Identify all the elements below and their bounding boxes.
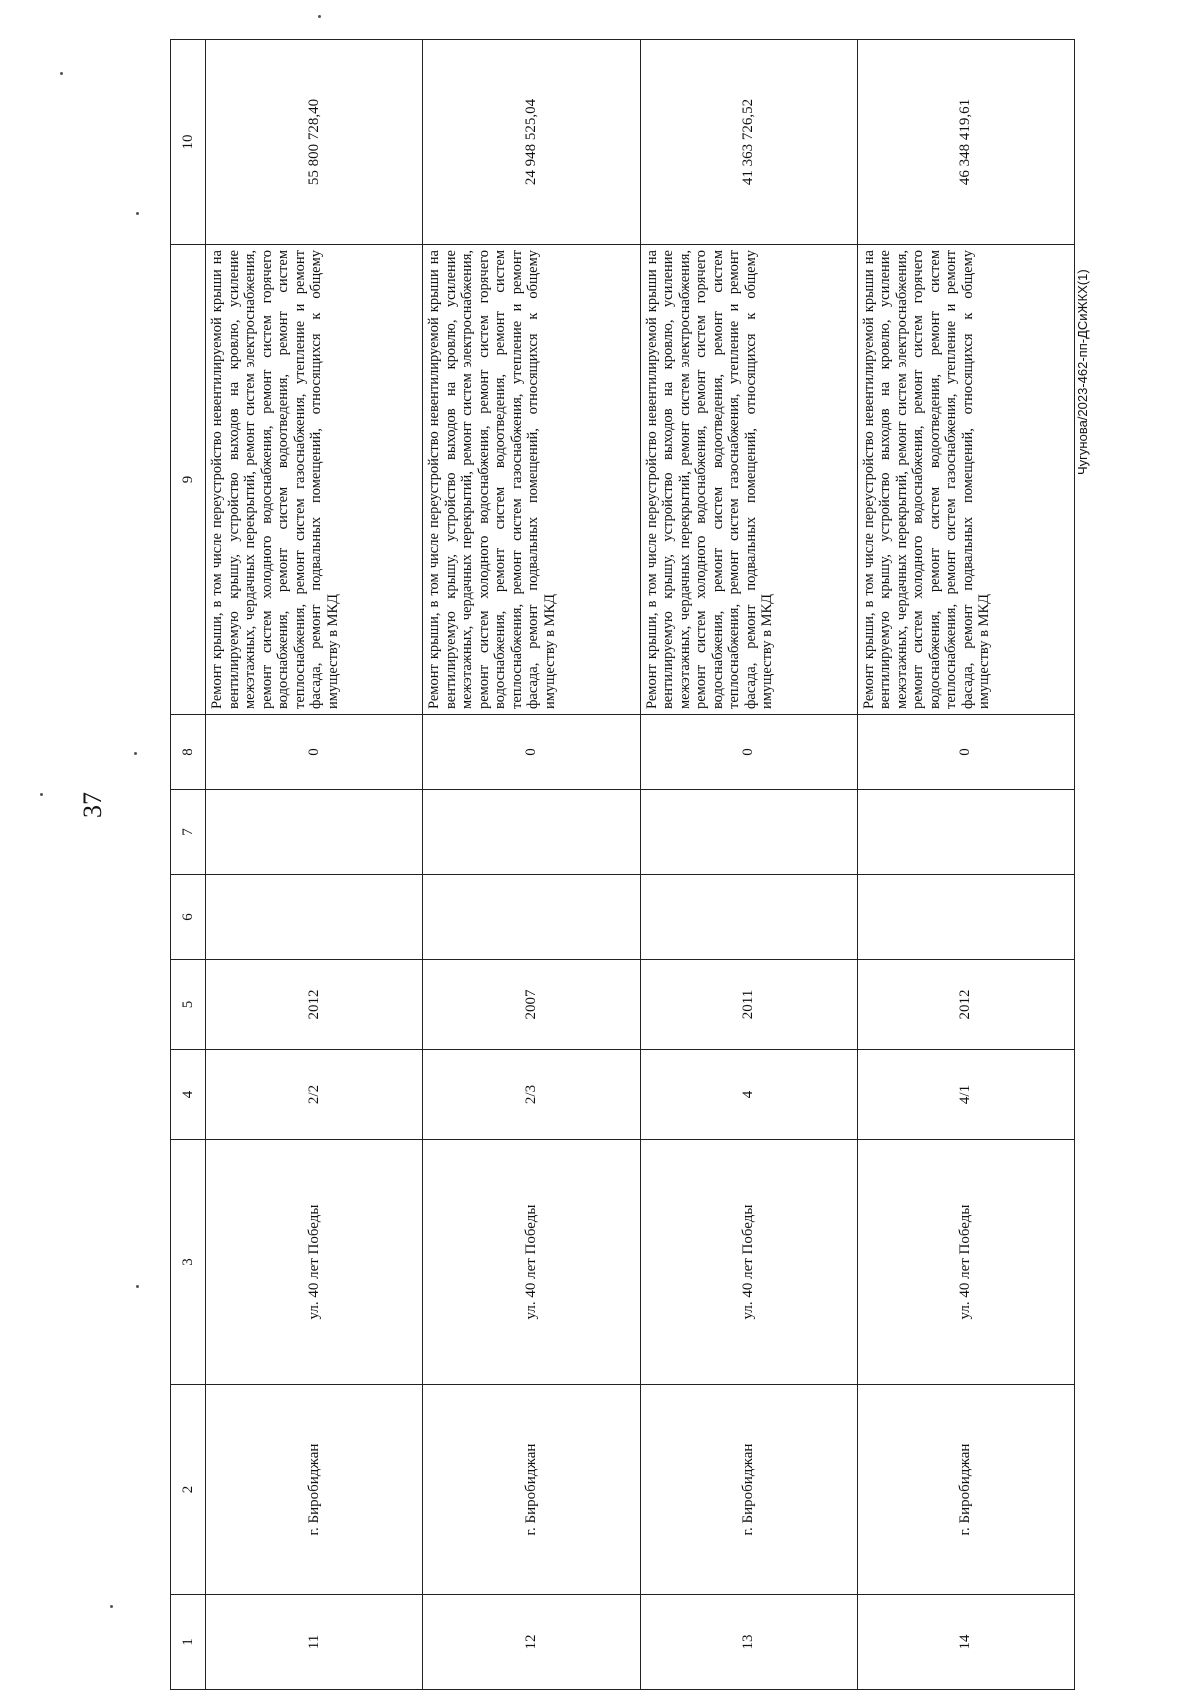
column-8-cell: 0 bbox=[640, 715, 857, 790]
street-cell: ул. 40 лет Победы bbox=[640, 1140, 857, 1385]
column-8-cell: 0 bbox=[423, 715, 640, 790]
column-8-cell: 0 bbox=[857, 715, 1074, 790]
column-7-cell bbox=[423, 790, 640, 875]
scan-speck bbox=[318, 15, 321, 18]
header-cell: 9 bbox=[171, 245, 206, 715]
column-6-cell bbox=[206, 875, 423, 960]
header-cell: 5 bbox=[171, 960, 206, 1050]
header-cell: 1 bbox=[171, 1595, 206, 1690]
header-cell: 6 bbox=[171, 875, 206, 960]
document-code: Чугунова/2023-462-пп-ДСиЖКХ(1) bbox=[1075, 269, 1090, 475]
house-cell: 2/3 bbox=[423, 1050, 640, 1140]
works-description-cell: Ремонт крыши, в том числе переустройство невентилируемой крыши на вентилируемую крышу, устройство выходов на кровлю, усиление межэтажных, чердачных перекрытий, ремонт систем электроснабжения, ремонт систем холодного водоснабжения, ремонт систем горячего водоснабжения, ремонт систем водоотведения, ремонт систем теплоснабжения, ремонт систем газоснабжения, утепление и ремонт фасада, ремонт подвальных помещений, относящихся к общему имуществу в МКД bbox=[423, 245, 640, 715]
city-cell: г. Биробиджан bbox=[857, 1385, 1074, 1595]
scan-speck bbox=[134, 752, 137, 755]
scan-speck bbox=[136, 1285, 139, 1288]
year-cell: 2007 bbox=[423, 960, 640, 1050]
works-description-cell: Ремонт крыши, в том числе переустройство невентилируемой крыши на вентилируемую крышу, устройство выходов на кровлю, усиление межэтажных, чердачных перекрытий, ремонт систем электроснабжения, ремонт систем холодного водоснабжения, ремонт систем горячего водоснабжения, ремонт систем водоотведения, ремонт систем теплоснабжения, ремонт систем газоснабжения, утепление и ремонт фасада, ремонт подвальных помещений, относящихся к общему имуществу в МКД bbox=[206, 245, 423, 715]
header-row bbox=[171, 40, 206, 1690]
house-cell: 4 bbox=[640, 1050, 857, 1140]
row-number: 14 bbox=[857, 1595, 1074, 1690]
page-number: 37 bbox=[78, 792, 107, 818]
year-cell: 2012 bbox=[857, 960, 1074, 1050]
scan-speck bbox=[60, 72, 63, 75]
cost-cell: 24 948 525,04 bbox=[423, 40, 640, 245]
header-cell: 8 bbox=[171, 715, 206, 790]
header-cell: 7 bbox=[171, 790, 206, 875]
column-6-cell bbox=[857, 875, 1074, 960]
works-description-cell: Ремонт крыши, в том числе переустройство невентилируемой крыши на вентилируемую крышу, устройство выходов на кровлю, усиление межэтажных, чердачных перекрытий, ремонт систем электроснабжения, ремонт систем холодного водоснабжения, ремонт систем горячего водоснабжения, ремонт систем водоотведения, ремонт систем теплоснабжения, ремонт систем газоснабжения, утепление и ремонт фасада, ремонт подвальных помещений, относящихся к общему имуществу в МКД bbox=[640, 245, 857, 715]
column-7-cell bbox=[206, 790, 423, 875]
house-cell: 2/2 bbox=[206, 1050, 423, 1140]
column-6-cell bbox=[423, 875, 640, 960]
column-8-cell: 0 bbox=[206, 715, 423, 790]
works-table-container bbox=[170, 40, 1075, 1690]
street-cell: ул. 40 лет Победы bbox=[857, 1140, 1074, 1385]
table-row bbox=[857, 40, 1074, 1690]
column-6-cell bbox=[640, 875, 857, 960]
street-cell: ул. 40 лет Победы bbox=[423, 1140, 640, 1385]
scan-speck bbox=[40, 793, 43, 796]
street-cell: ул. 40 лет Победы bbox=[206, 1140, 423, 1385]
scan-speck bbox=[136, 212, 139, 215]
header-cell: 10 bbox=[171, 40, 206, 245]
cost-cell: 46 348 419,61 bbox=[857, 40, 1074, 245]
row-number: 12 bbox=[423, 1595, 640, 1690]
column-7-cell bbox=[857, 790, 1074, 875]
cost-cell: 41 363 726,52 bbox=[640, 40, 857, 245]
year-cell: 2012 bbox=[206, 960, 423, 1050]
year-cell: 2011 bbox=[640, 960, 857, 1050]
table-row bbox=[423, 40, 640, 1690]
table-row bbox=[206, 40, 423, 1690]
city-cell: г. Биробиджан bbox=[423, 1385, 640, 1595]
header-cell: 2 bbox=[171, 1385, 206, 1595]
city-cell: г. Биробиджан bbox=[640, 1385, 857, 1595]
header-cell: 3 bbox=[171, 1140, 206, 1385]
house-cell: 4/1 bbox=[857, 1050, 1074, 1140]
city-cell: г. Биробиджан bbox=[206, 1385, 423, 1595]
table-row bbox=[640, 40, 857, 1690]
column-7-cell bbox=[640, 790, 857, 875]
row-number: 13 bbox=[640, 1595, 857, 1690]
works-table bbox=[170, 39, 1075, 1690]
cost-cell: 55 800 728,40 bbox=[206, 40, 423, 245]
works-description-cell: Ремонт крыши, в том числе переустройство невентилируемой крыши на вентилируемую крышу, устройство выходов на кровлю, усиление межэтажных, чердачных перекрытий, ремонт систем электроснабжения, ремонт систем холодного водоснабжения, ремонт систем горячего водоснабжения, ремонт систем водоотведения, ремонт систем теплоснабжения, ремонт систем газоснабжения, утепление и ремонт фасада, ремонт подвальных помещений, относящихся к общему имуществу в МКД bbox=[857, 245, 1074, 715]
scan-speck bbox=[110, 1605, 113, 1608]
header-cell: 4 bbox=[171, 1050, 206, 1140]
row-number: 11 bbox=[206, 1595, 423, 1690]
